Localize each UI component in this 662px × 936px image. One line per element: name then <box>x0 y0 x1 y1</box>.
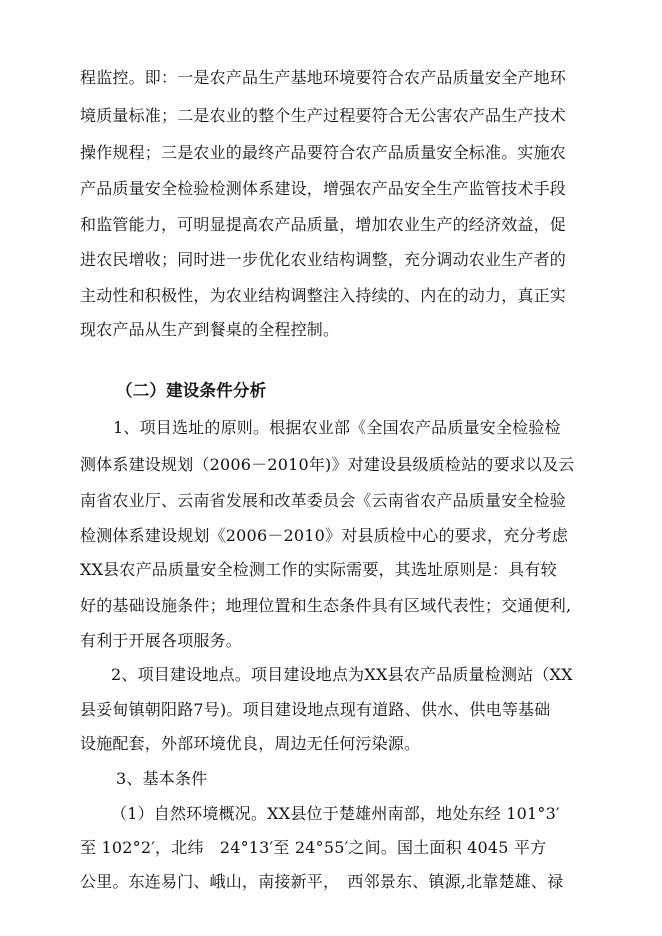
paragraph-2-line-4: 检测体系建设规划《2006－2010》对县质检中心的要求，充分考虑 <box>80 526 569 545</box>
paragraph-4-line-1: （1）自然环境概况。XX县位于楚雄州南部，地处东经 101°3′ <box>111 804 560 823</box>
paragraph-1-line-2: 境质量标准；二是农业的整个生产过程要符合无公害农产品生产技术 <box>80 106 567 125</box>
paragraph-1-line-8: 现农产品从生产到餐桌的全程控制。 <box>80 320 340 339</box>
paragraph-1-line-4: 产品质量安全检验检测体系建设，增强农产品安全生产监管技术手段 <box>80 179 567 198</box>
paragraph-2-line-6: 好的基础设施条件；地理位置和生态条件具有区域代表性；交通便利, <box>80 596 572 615</box>
paragraph-4-line-2: 至 102°2′，北纬 24°13′至 24°55′之间。国土面积 4045 平方 <box>80 838 547 857</box>
paragraph-2-line-2: 测体系建设规划（2006－2010年)》对建设县级质检站的要求以及云 <box>80 455 575 474</box>
paragraph-3-line-3: 设施配套，外部环境优良，周边无任何污染源。 <box>80 734 421 753</box>
paragraph-2-line-1: 1、项目选址的原则。根据农业部《全国农产品质量安全检验检 <box>113 418 561 437</box>
paragraph-4-line-3: 公里。东连易门、峨山，南接新平， 西邻景东、镇源,北靠楚雄、禄 <box>80 872 564 891</box>
paragraph-3-line-2: 县妥甸镇朝阳路7号)。项目建设地点现有道路、供水、供电等基础 <box>80 700 551 719</box>
paragraph-1-line-1: 程监控。即：一是农产品生产基地环境要符合农产品质量安全产地环 <box>80 68 567 87</box>
paragraph-2-line-7: 有利于开展各项服务。 <box>80 631 243 650</box>
paragraph-3-line-1: 2、项目建设地点。项目建设地点为XX县农产品质量检测站（XX <box>111 665 573 684</box>
subheading-basic-conditions: 3、基本条件 <box>116 769 208 788</box>
paragraph-2-line-3: 南省农业厅、云南省发展和改革委员会《云南省农产品质量安全检验 <box>80 491 567 510</box>
paragraph-1-line-5: 和监管能力，可明显提高农产品质量，增加农业生产的经济效益，促 <box>80 215 567 234</box>
paragraph-2-line-5: XX县农产品质量安全检测工作的实际需要，其选址原则是：具有较 <box>80 560 557 579</box>
paragraph-1-line-6: 进农民增收；同时进一步优化农业结构调整，充分调动农业生产者的 <box>80 250 567 269</box>
paragraph-1-line-7: 主动性和积极性，为农业结构调整注入持续的、内在的动力，真正实 <box>80 286 567 305</box>
paragraph-1-line-3: 操作规程；三是农业的最终产品要符合农产品质量安全标准。实施农 <box>80 143 567 162</box>
section-heading: （二）建设条件分析 <box>116 381 267 400</box>
